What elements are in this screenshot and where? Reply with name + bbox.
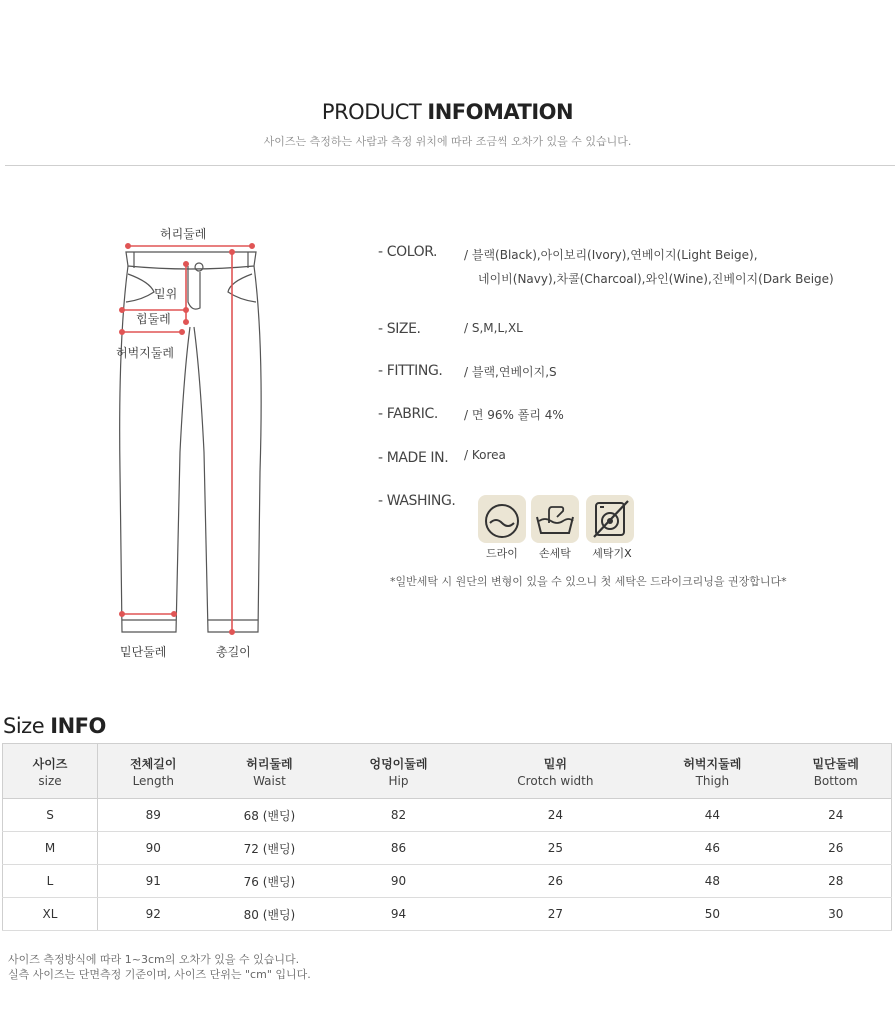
col-crotch: 밑위 Crotch width bbox=[467, 744, 645, 799]
label-hem: 밑단둘레 bbox=[120, 645, 167, 659]
table-row: XL 92 80 (밴딩) 94 27 50 30 bbox=[3, 898, 892, 931]
col-thigh: 허벅지둘레 Thigh bbox=[644, 744, 780, 799]
no-machine-wash-icon bbox=[586, 495, 634, 543]
label-thigh: 허벅지둘레 bbox=[116, 346, 174, 360]
hand-wash-icon bbox=[531, 495, 579, 543]
page-subtitle: 사이즈는 측정하는 사람과 측정 위치에 따라 조금씩 오차가 있을 수 있습니다. bbox=[263, 135, 632, 148]
wash-label-no-machine: 세탁기X bbox=[592, 547, 632, 560]
col-bottom: 밑단둘레 Bottom bbox=[780, 744, 891, 799]
label-waist: 허리둘레 bbox=[160, 227, 207, 241]
table-row: M 90 72 (밴딩) 86 25 46 26 bbox=[3, 832, 892, 865]
size-table bbox=[2, 743, 892, 931]
table-header-row bbox=[3, 744, 892, 799]
table-row: S 89 68 (밴딩) 82 24 44 24 bbox=[3, 799, 892, 832]
pants-outline bbox=[100, 222, 280, 672]
label-hip: 힙둘레 bbox=[136, 312, 171, 326]
label-crotch: 밑위 bbox=[154, 287, 178, 301]
col-waist: 허리둘레 Waist bbox=[209, 744, 331, 799]
dry-clean-icon bbox=[478, 495, 526, 543]
wash-label-dry: 드라이 bbox=[486, 547, 518, 560]
footer-note-2: 실측 사이즈는 단면측정 기준이며, 사이즈 단위는 "cm" 입니다. bbox=[8, 968, 311, 981]
divider bbox=[5, 165, 895, 166]
page-title: PRODUCT INFOMATION bbox=[321, 100, 574, 124]
washing-notice: *일반세탁 시 원단의 변형이 있을 수 있으니 첫 세탁은 드라이크리닝을 권장합니다* bbox=[390, 575, 787, 588]
col-size: 사이즈 size bbox=[3, 744, 98, 799]
col-hip: 엉덩이둘레 Hip bbox=[330, 744, 466, 799]
footer-note-1: 사이즈 측정방식에 따라 1~3cm의 오차가 있을 수 있습니다. bbox=[8, 953, 300, 966]
label-length: 총길이 bbox=[216, 645, 251, 659]
table-row: L 91 76 (밴딩) 90 26 48 28 bbox=[3, 865, 892, 898]
wash-label-hand: 손세탁 bbox=[539, 547, 571, 560]
size-info-title: Size INFO bbox=[3, 714, 106, 738]
col-length: 전체길이 Length bbox=[98, 744, 209, 799]
pants-diagram bbox=[100, 222, 280, 672]
